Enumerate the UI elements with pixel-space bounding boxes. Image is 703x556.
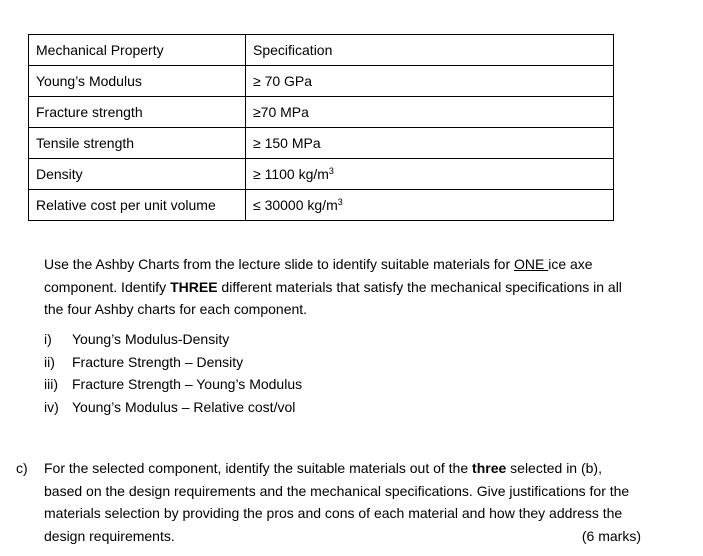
list-item: i) Young’s Modulus-Density [44, 331, 230, 347]
emphasis-one: ONE [514, 256, 549, 272]
table-row [29, 128, 614, 159]
property-cell: Density [29, 159, 246, 190]
emphasis-three: THREE [170, 278, 218, 295]
specification-table [28, 34, 614, 221]
marks-label: (6 marks) [581, 527, 641, 544]
table-row [29, 97, 614, 128]
spec-cell: ≥ 70 GPa [246, 66, 614, 97]
list-item: iv) Young’s Modulus – Relative cost/vol [44, 398, 296, 415]
list-item: ii) Fracture Strength – Density [44, 353, 244, 370]
table-row [29, 66, 614, 97]
table-row [29, 190, 614, 221]
part-c-label: c) [16, 460, 28, 476]
part-c-question [16, 457, 641, 547]
property-cell: Relative cost per unit volume [29, 190, 246, 221]
table-header-row [29, 35, 614, 66]
header-property: Mechanical Property [29, 35, 246, 66]
property-cell: Fracture strength [29, 97, 246, 128]
ashby-chart-list [44, 328, 302, 418]
spec-cell: ≤ 30000 $kg/m^3$ [246, 190, 614, 221]
property-cell: Young’s Modulus [29, 66, 246, 97]
spec-cell: ≥70 MPa [246, 97, 614, 128]
part-c-text: For the selected component, identify the suitable materials out of the three selected in (b), based on the design requirements and the mechanical specifications. Give justifications for the materials selection by providing the pros and cons of each material and how they address the design requirements. (6 marks) [44, 457, 641, 547]
header-spec: Specification [246, 35, 614, 66]
property-cell: Tensile strength [29, 128, 246, 159]
spec-cell: ≥ 1100 $kg/m^3$ [246, 159, 614, 190]
list-item: iii) Fracture Strength – Young’s Modulus [44, 376, 303, 392]
table-row [29, 159, 614, 190]
spec-cell: ≥ 150 MPa [246, 128, 614, 159]
question-paragraph: Use the Ashby Charts from the lecture slide to identify suitable materials for ONE ice axe component. Identify THREE different materials that satisfy the mechanical specifications in all the four Ashby charts for each component. [44, 256, 622, 317]
